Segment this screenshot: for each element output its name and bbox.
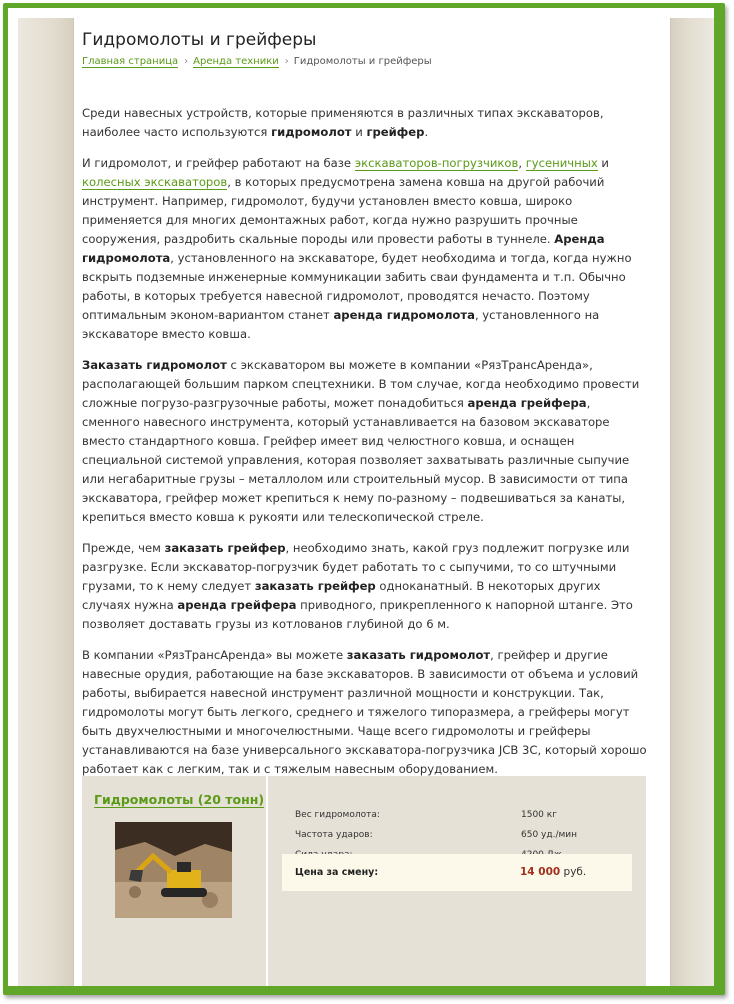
main-content [74,18,670,986]
price-box [282,854,632,891]
breadcrumb-section-link[interactable]: Аренда техники [193,56,279,67]
paragraph: Прежде, чем заказать грейфер, необходимо знать, какой груз подлежит погрузке или разгрузке. Если экскаватор-погрузчик будет работать то с сыпучими, то со штучными грузами, то к нему следует заказать грейфер одноканатный. В некоторых других случаях нужна аренда грейфера приводного, прикрепленного к напорной штанге. Это позволяет доставать грузы из котлованов глубиной до 6 м. [82,541,633,631]
breadcrumb-home-link[interactable]: Главная страница [82,56,179,67]
spec-row: Вес гидромолота: 1500 кг [295,810,557,820]
paragraph: Среди навесных устройств, которые применяются в различных типах экскаваторов, наиболее часто используются гидромолот и грейфер. [82,106,604,139]
link-wheeled-excavators[interactable]: колесных экскаваторов [82,175,228,189]
divider [266,776,268,986]
excavator-image [115,822,232,918]
chevron-right-icon: › [284,56,289,67]
paragraph: Заказать гидромолот с экскаватором вы можете в компании «РязТрансАренда», располагающей большим парком спецтехники. В том случае, когда необходимо провести сложные погрузо-разгрузочные работы, может понадобиться аренда грейфера, сменного навесного инструмента, который устанавливается на базовом экскаваторе вместо стандартного ковша. Грейфер имеет вид челюстного ковша, и оснащен специальной системой управления, которая позволяет захватывать различные сыпучие или негабаритные грузы – металлолом или строительный мусор. В зависимости от типа экскаватора, грейфер может крепиться к нему по-разному – подвешиваться за канаты, крепиться вместо ковша к рукояти или телескопической стреле. [82,358,640,524]
page-title: Гидромолоты и грейферы [82,30,317,50]
paragraph: В компании «РязТрансАренда» вы можете заказать гидромолот, грейфер и другие навесные орудия, работающие на базе экскаваторов. В зависимости от объема и условий работы, выбирается навесной инструмент различной мощности и конструкции. Так, гидромолоты могут быть легкого, среднего и тяжелого типоразмера, а грейферы могут быть двухчелюстными и многочелюстными. Чаще всего гидромолоты и грейферы устанавливаются на базе универсального экскаватора-погрузчика JCB 3C, который хорошо работает как с легким, так и с тяжелым навесным оборудованием. [82,648,647,776]
product-card-left [82,776,266,986]
link-crawler-excavators[interactable]: гусеничных [525,156,598,170]
breadcrumb-current: Гидромолоты и грейферы [293,56,432,67]
product-title-link[interactable]: Гидромолоты (20 тонн) [94,792,265,807]
left-border-panel [18,18,74,986]
breadcrumb [82,56,432,67]
spec-row: Частота ударов: 650 уд./мин [295,830,578,840]
excavator-photo-icon[interactable] [115,822,232,918]
link-backhoe-loaders[interactable]: экскаваторов-погрузчиков [354,156,519,170]
price-label: Цена за смену: [295,867,379,878]
product-card [82,776,646,986]
paragraph: И гидромолот, и грейфер работают на базе экскаваторов-погрузчиков, гусеничных и колесных экскаваторов, в которых предусмотрена замена ковша на другой рабочий инструмент. Например, гидромолот, будучи установлен вместо ковша, широко применяется для многих демонтажных работ, когда нужно разрушить прочные сооружения, раздробить скальные породы или провести работы в туннеле. Аренда гидромолота, установленного на экскаваторе, будет необходима и тогда, когда нужно вскрыть подземные инженерные коммуникации забить сваи фундамента и т.п. Обычно работы, в которых требуется навесной гидромолот, проводятся нечасто. Поэтому оптимальным эконом-вариантом станет аренда гидромолота, установленного на экскаваторе вместо ковша. [82,156,632,341]
price-value: 14 000 руб. [520,866,587,878]
right-border-panel [670,18,714,986]
chevron-right-icon: › [184,56,189,67]
article-body [82,104,647,791]
